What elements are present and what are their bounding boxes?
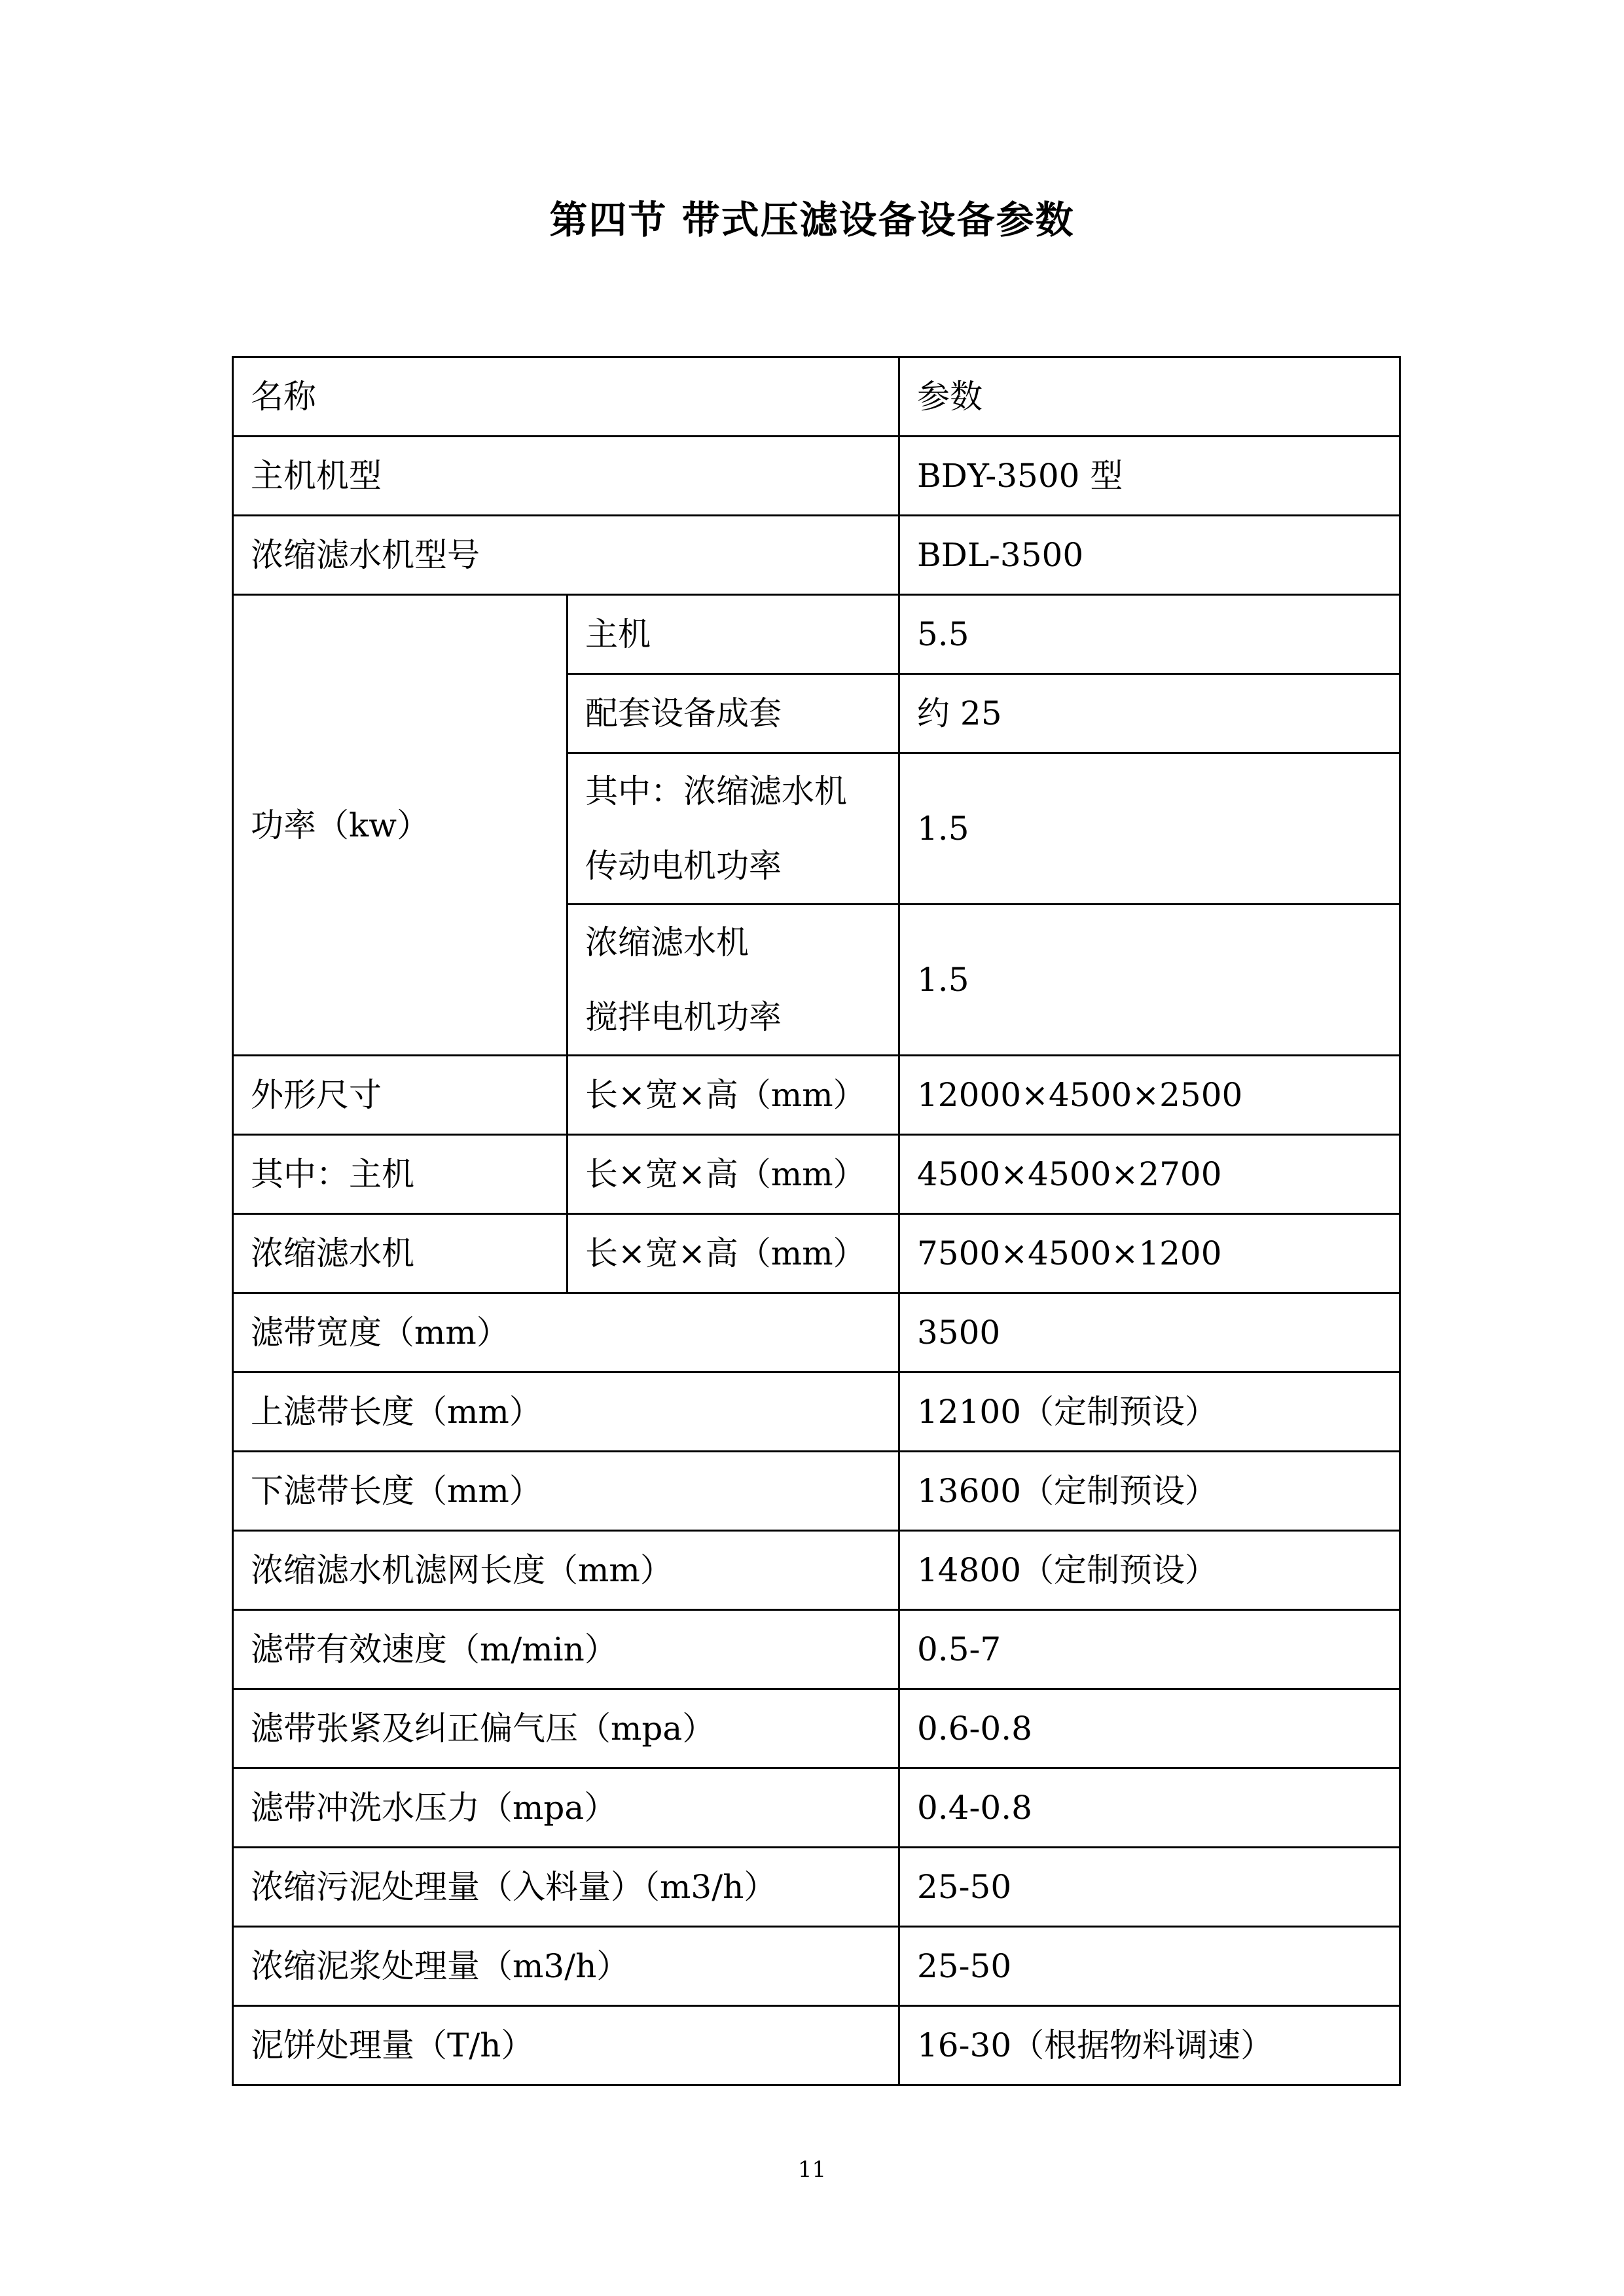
row-label: 浓缩污泥处理量（入料量）（m3/h）	[233, 1848, 899, 1927]
page-number: 11	[797, 2157, 827, 2183]
row-value: 5.5	[899, 595, 1400, 674]
row-value: 约 25	[899, 674, 1400, 753]
row-sublabel: 配套设备成套	[568, 674, 899, 753]
row-label: 浓缩滤水机型号	[233, 516, 899, 595]
row-value: 7500×4500×1200	[899, 1214, 1400, 1293]
table-row	[233, 1452, 1400, 1531]
row-value: BDL-3500	[899, 516, 1400, 595]
parameter-table	[232, 356, 1401, 2086]
header-name-cell: 名称	[233, 357, 899, 437]
row-label: 泥饼处理量（T/h）	[233, 2006, 899, 2085]
row-value: 1.5	[899, 753, 1400, 905]
row-value: 0.5-7	[899, 1610, 1400, 1689]
table-row	[233, 1768, 1400, 1848]
sublabel-line: 其中：浓缩滤水机	[585, 772, 847, 810]
row-label: 滤带冲洗水压力（mpa）	[233, 1768, 899, 1848]
table-row	[233, 1927, 1400, 2006]
row-value: 25-50	[899, 1848, 1400, 1927]
row-label: 滤带张紧及纠正偏气压（mpa）	[233, 1689, 899, 1768]
table-row	[233, 437, 1400, 516]
row-sublabel: 长×宽×高（mm）	[568, 1135, 899, 1214]
table-row	[233, 2006, 1400, 2085]
row-label: 浓缩滤水机	[233, 1214, 568, 1293]
row-label: 外形尺寸	[233, 1056, 568, 1135]
row-sublabel	[568, 753, 899, 905]
table-row	[233, 1531, 1400, 1610]
row-label: 下滤带长度（mm）	[233, 1452, 899, 1531]
table-row	[233, 1372, 1400, 1452]
row-value: 25-50	[899, 1927, 1400, 2006]
table-row	[233, 1689, 1400, 1768]
table-row	[233, 595, 1400, 674]
sublabel-line: 传动电机功率	[585, 847, 782, 885]
row-value: 12100（定制预设）	[899, 1372, 1400, 1452]
row-value: BDY-3500 型	[899, 437, 1400, 516]
row-value: 13600（定制预设）	[899, 1452, 1400, 1531]
row-label: 滤带有效速度（m/min）	[233, 1610, 899, 1689]
sublabel-line: 搅拌电机功率	[585, 998, 782, 1036]
row-value: 3500	[899, 1293, 1400, 1372]
row-value: 16-30（根据物料调速）	[899, 2006, 1400, 2085]
table-row	[233, 1848, 1400, 1927]
row-label: 其中：主机	[233, 1135, 568, 1214]
table-row	[233, 516, 1400, 595]
power-label-cell: 功率（kw）	[233, 595, 568, 1056]
table-row	[233, 1610, 1400, 1689]
table-row	[233, 1056, 1400, 1135]
row-value: 0.6-0.8	[899, 1689, 1400, 1768]
row-value: 1.5	[899, 905, 1400, 1056]
row-label: 上滤带长度（mm）	[233, 1372, 899, 1452]
row-value: 12000×4500×2500	[899, 1056, 1400, 1135]
table-row	[233, 1135, 1400, 1214]
page-title: 第四节 带式压滤设备设备参数	[549, 198, 1075, 242]
row-label: 主机机型	[233, 437, 899, 516]
row-value: 14800（定制预设）	[899, 1531, 1400, 1610]
sublabel-line: 浓缩滤水机	[585, 924, 749, 961]
row-sublabel: 长×宽×高（mm）	[568, 1214, 899, 1293]
table-row	[233, 1293, 1400, 1372]
row-label: 滤带宽度（mm）	[233, 1293, 899, 1372]
row-sublabel: 长×宽×高（mm）	[568, 1056, 899, 1135]
table-header-row	[233, 357, 1400, 437]
header-value-cell: 参数	[899, 357, 1400, 437]
row-label: 浓缩泥浆处理量（m3/h）	[233, 1927, 899, 2006]
row-sublabel: 主机	[568, 595, 899, 674]
row-value: 0.4-0.8	[899, 1768, 1400, 1848]
row-value: 4500×4500×2700	[899, 1135, 1400, 1214]
row-sublabel	[568, 905, 899, 1056]
table-row	[233, 1214, 1400, 1293]
row-label: 浓缩滤水机滤网长度（mm）	[233, 1531, 899, 1610]
